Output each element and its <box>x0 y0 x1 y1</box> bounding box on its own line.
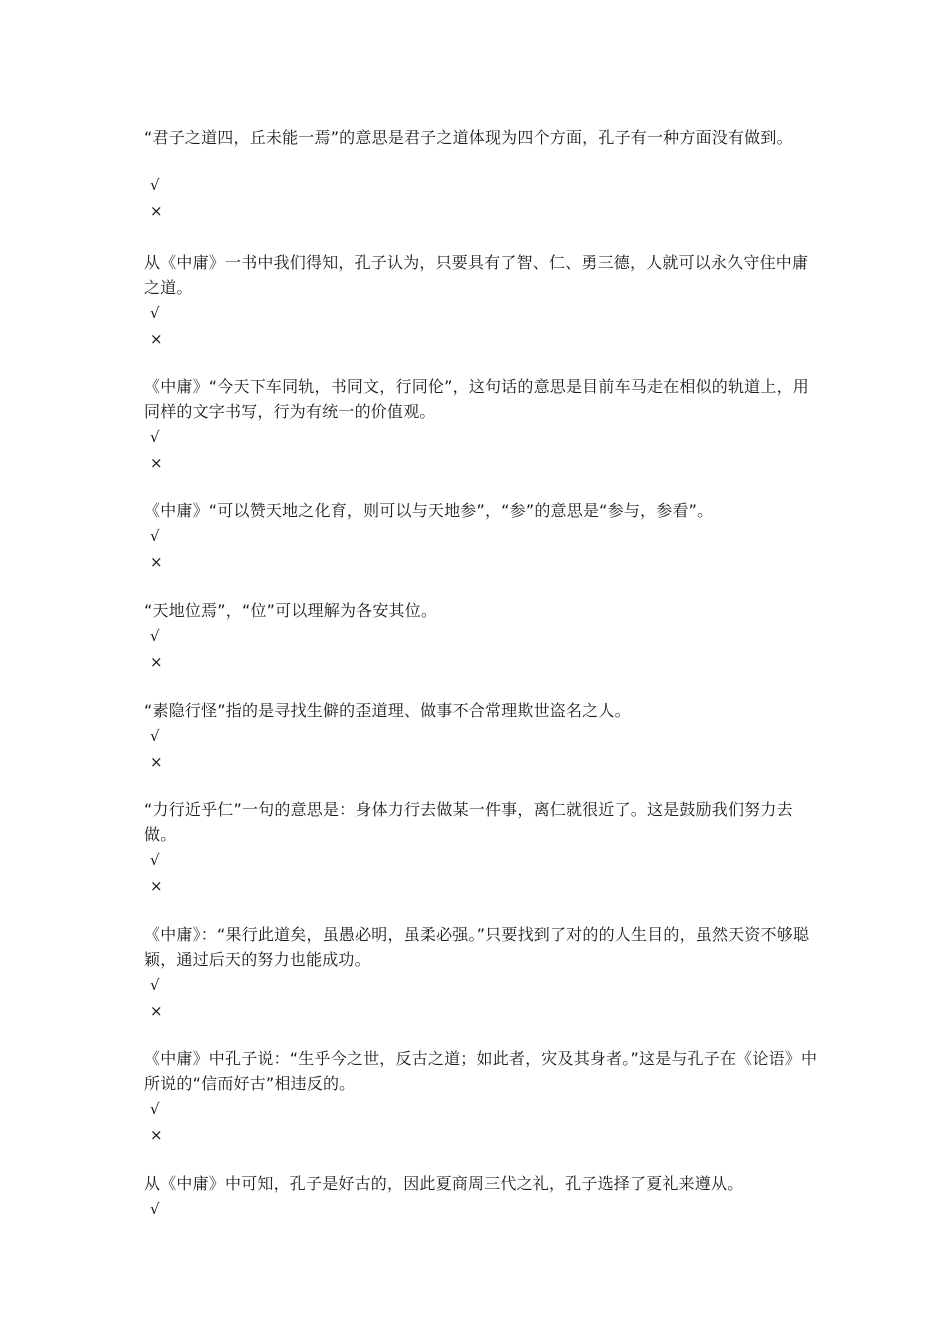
true-option[interactable]: √ <box>150 727 160 745</box>
question-text: 从《中庸》中可知，孔子是好古的，因此夏商周三代之礼，孔子选择了夏礼来遵从。 <box>144 1174 744 1193</box>
question-7 <box>144 797 824 899</box>
question-2 <box>144 250 824 352</box>
question-4 <box>144 498 824 575</box>
question-text: “力行近乎仁”一句的意思是：身体力行去做某一件事，离仁就很近了。这是鼓励我们努力去做。 <box>144 800 793 844</box>
false-option[interactable]: × <box>150 454 163 472</box>
true-option[interactable]: √ <box>150 851 160 869</box>
false-option[interactable]: × <box>150 653 163 671</box>
question-text: 《中庸》“可以赞天地之化育，则可以与天地参”，“参”的意思是“参与，参看”。 <box>144 501 714 520</box>
true-option[interactable]: √ <box>150 1100 160 1118</box>
question-10 <box>144 1171 824 1222</box>
question-6 <box>144 698 824 775</box>
question-3 <box>144 374 824 476</box>
false-option[interactable]: × <box>150 1002 163 1020</box>
false-option[interactable]: × <box>150 202 163 220</box>
question-text: 《中庸》中孔子说：“生乎今之世，反古之道；如此者，灾及其身者。”这是与孔子在《论语》中所说的“信而好古”相违反的。 <box>144 1049 818 1093</box>
false-option[interactable]: × <box>150 753 163 771</box>
true-option[interactable]: √ <box>150 527 160 545</box>
question-5 <box>144 598 824 675</box>
question-1 <box>144 125 824 224</box>
true-option[interactable]: √ <box>150 1200 160 1218</box>
question-text: 从《中庸》一书中我们得知，孔子认为，只要具有了智、仁、勇三德，人就可以永久守住中庸之道。 <box>144 253 809 297</box>
true-option[interactable]: √ <box>150 304 160 322</box>
false-option[interactable]: × <box>150 330 163 348</box>
false-option[interactable]: × <box>150 553 163 571</box>
false-option[interactable]: × <box>150 1126 163 1144</box>
false-option[interactable]: × <box>150 877 163 895</box>
true-option[interactable]: √ <box>150 428 160 446</box>
question-text: 《中庸》“今天下车同轨，书同文，行同伦”，这句话的意思是目前车马走在相似的轨道上，用同样的文字书写，行为有统一的价值观。 <box>144 377 809 421</box>
question-text: 《中庸》：“果行此道矣，虽愚必明，虽柔必强。”只要找到了对的的人生目的，虽然天资不够聪颖，通过后天的努力也能成功。 <box>144 925 810 969</box>
question-text: “天地位焉”，“位”可以理解为各安其位。 <box>144 601 438 620</box>
question-9 <box>144 1046 824 1148</box>
question-text: “素隐行怪”指的是寻找生僻的歪道理、做事不合常理欺世盗名之人。 <box>144 701 631 720</box>
true-option[interactable]: √ <box>150 176 160 194</box>
question-8 <box>144 922 824 1024</box>
question-text: “君子之道四，丘未能一焉”的意思是君子之道体现为四个方面，孔子有一种方面没有做到。 <box>144 128 793 147</box>
true-option[interactable]: √ <box>150 627 160 645</box>
true-option[interactable]: √ <box>150 976 160 994</box>
